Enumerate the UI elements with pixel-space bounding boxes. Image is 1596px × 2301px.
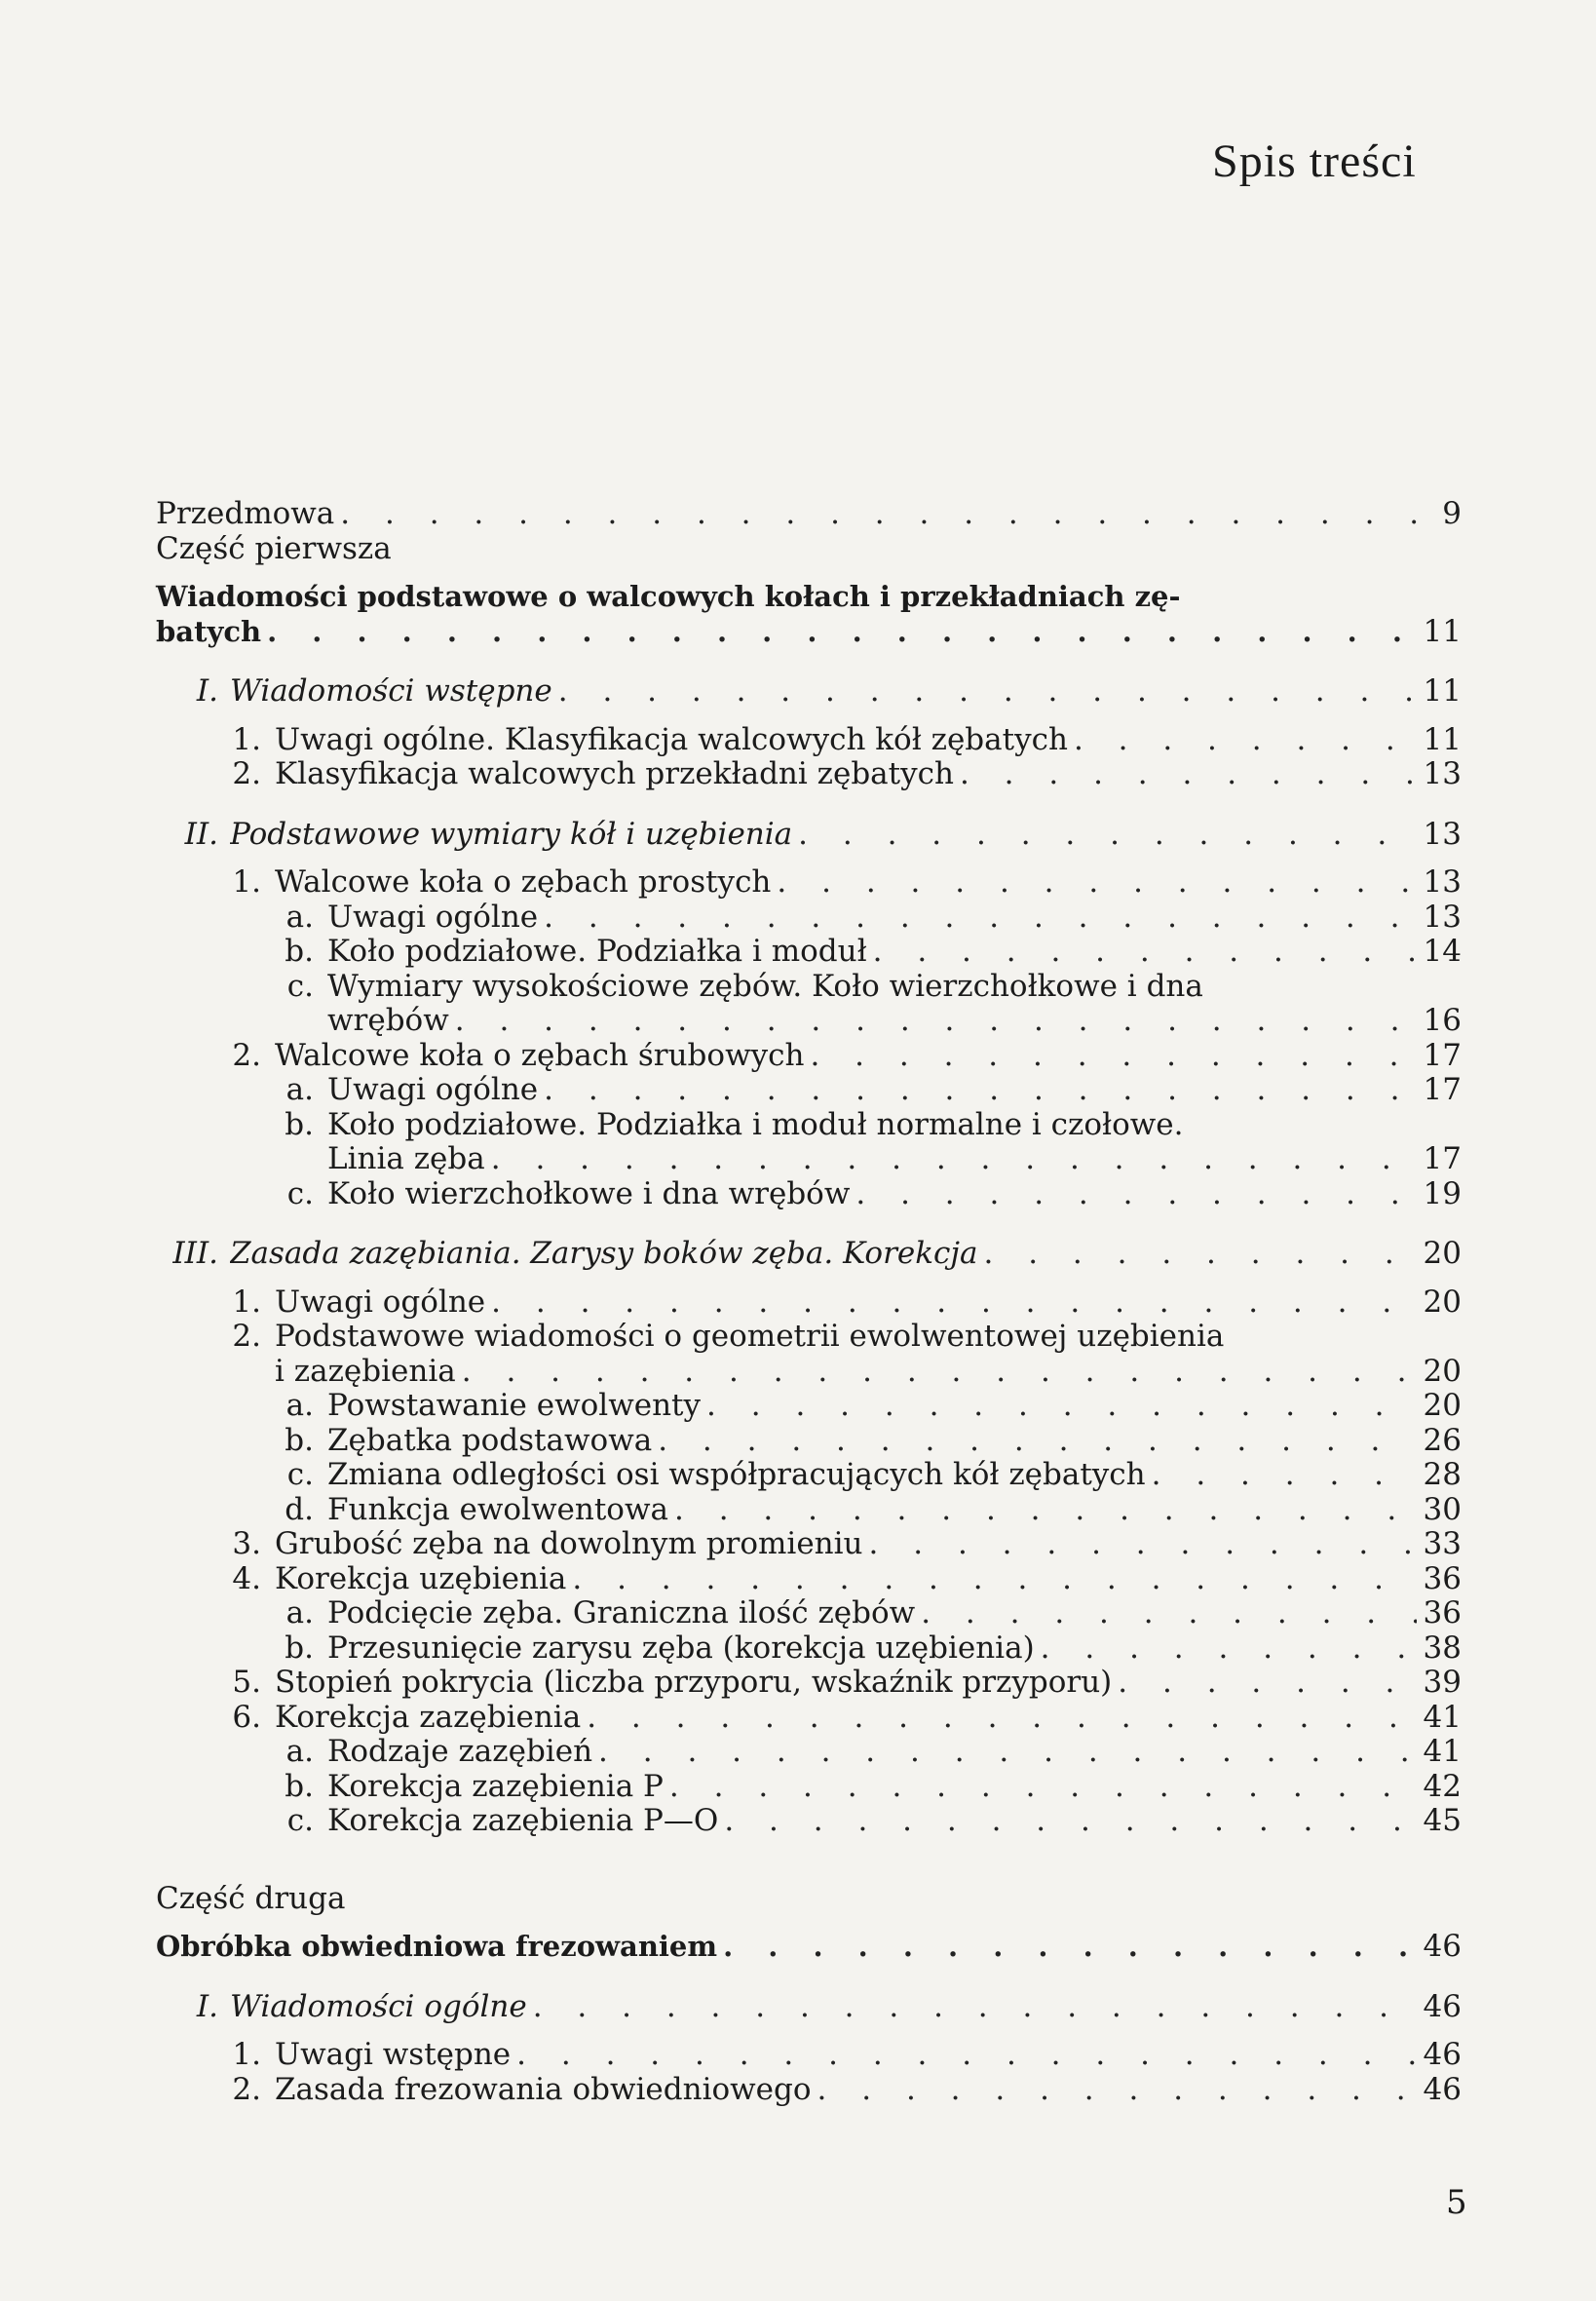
entry-number: 1. — [232, 864, 261, 900]
entry-text: Koło podziałowe. Podziałka i moduł normalne i czołowe. — [327, 1107, 1184, 1142]
toc-subentry — [156, 1596, 1462, 1631]
entry-number: 2. — [232, 1319, 261, 1354]
page-number: 5 — [1446, 2183, 1467, 2222]
leader-dots — [804, 1039, 1417, 1074]
toc-entry-text: Przedmowa — [156, 497, 335, 531]
entry-text: Zmiana odległości osi współpracujących kół zębatych — [327, 1458, 1146, 1492]
toc-subentry — [156, 901, 1462, 936]
toc-entry — [156, 1039, 1462, 1074]
entry-text: Linia zęba — [327, 1142, 485, 1176]
entry-number: b. — [285, 1106, 314, 1142]
toc-entry-page: 26 — [1423, 1422, 1462, 1458]
toc-entry-page: 28 — [1423, 1457, 1462, 1492]
entry-text: Koło podziałowe. Podziałka i moduł — [327, 935, 867, 969]
toc-entry-page: 20 — [1423, 1284, 1462, 1320]
leader-dots — [863, 1527, 1417, 1562]
toc-entry-page: 13 — [1423, 864, 1462, 900]
toc-subentry — [156, 1804, 1462, 1839]
entry-text: wrębów — [327, 1004, 449, 1038]
toc-entry-page: 19 — [1423, 1175, 1462, 1211]
entry-number: a. — [285, 899, 314, 935]
part-title: Wiadomości podstawowe o walcowych kołach i przekładniach zę- — [156, 580, 1181, 613]
entry-number: b. — [285, 934, 314, 969]
toc-entry-page: 11 — [1423, 613, 1462, 649]
toc-entry-page: 39 — [1423, 1665, 1462, 1700]
leader-dots — [1035, 1631, 1417, 1667]
entry-number: c. — [286, 1175, 314, 1211]
entry-number: b. — [285, 1422, 314, 1458]
toc-entry-page: 13 — [1423, 899, 1462, 935]
toc-entry-page: 16 — [1423, 1003, 1462, 1038]
entry-number: 1. — [232, 721, 261, 757]
entry-text: Powstawanie ewolwenty — [327, 1389, 702, 1423]
toc-section — [156, 674, 1462, 709]
entry-text: Wymiary wysokościowe zębów. Koło wierzchołkowe i dna — [327, 969, 1203, 1004]
toc-entry-page: 17 — [1423, 1037, 1462, 1073]
toc-entry-page: 13 — [1423, 816, 1462, 852]
leader-dots — [334, 497, 1417, 532]
leader-dots — [977, 1237, 1417, 1272]
toc-entry-page: 11 — [1423, 673, 1462, 709]
toc-entry-page: 11 — [1423, 721, 1462, 757]
toc-entry — [156, 1930, 1462, 1965]
toc-entry — [156, 2073, 1462, 2108]
toc-entry-page: 36 — [1423, 1595, 1462, 1630]
toc-entry-page: 46 — [1423, 1929, 1462, 1964]
leader-dots — [652, 1424, 1417, 1459]
entry-number: 5. — [232, 1665, 261, 1700]
leader-dots — [566, 1562, 1417, 1597]
toc-subentry — [156, 1424, 1462, 1459]
toc-entry-page: 45 — [1423, 1803, 1462, 1838]
toc-entry-page: 41 — [1423, 1699, 1462, 1735]
toc-section — [156, 1990, 1462, 2025]
entry-number: a. — [285, 1072, 314, 1107]
toc-subentry — [156, 1458, 1462, 1493]
toc-entry — [156, 1527, 1462, 1562]
part-label: Część pierwsza — [156, 530, 392, 566]
toc-entry — [156, 1666, 1462, 1701]
toc-subentry — [156, 1735, 1462, 1770]
toc-entry-page: 13 — [1423, 756, 1462, 791]
toc-entry-page: 46 — [1423, 2071, 1462, 2107]
entry-text: Uwagi ogólne. Klasyfikacja walcowych kół zębatych — [275, 722, 1068, 757]
toc-entry-page: 14 — [1423, 934, 1462, 969]
leader-dots — [527, 1990, 1417, 2025]
toc-entry-page: 36 — [1423, 1560, 1462, 1596]
leader-dots — [867, 935, 1417, 970]
entry-number: a. — [285, 1734, 314, 1769]
toc-subentry-continued — [156, 1004, 1462, 1039]
entry-text: Korekcja zazębienia — [275, 1700, 582, 1735]
leader-dots — [771, 865, 1417, 901]
entry-number: c. — [286, 968, 314, 1004]
entry-number: d. — [285, 1491, 314, 1527]
leader-dots — [850, 1177, 1417, 1212]
entry-number: c. — [286, 1803, 314, 1838]
toc-subentry — [156, 935, 1462, 970]
entry-number: 2. — [232, 1037, 261, 1073]
toc-entry-page: 20 — [1423, 1236, 1462, 1271]
toc-subentry — [156, 1631, 1462, 1667]
entry-text: Korekcja uzębienia — [275, 1561, 567, 1596]
part-title: Obróbka obwiedniowa frezowaniem — [156, 1930, 718, 1963]
leader-dots — [717, 1930, 1417, 1965]
leader-dots — [668, 1493, 1417, 1528]
section-number: II. — [184, 816, 218, 852]
section-number: I. — [196, 1988, 218, 2024]
entry-text: Stopień pokrycia (liczba przyporu, wskaźnik przyporu) — [275, 1666, 1113, 1700]
entry-text: Walcowe koła o zębach śrubowych — [275, 1038, 805, 1073]
entry-text: i zazębienia — [275, 1354, 456, 1389]
toc-entry-page: 41 — [1423, 1734, 1462, 1769]
leader-dots — [538, 1073, 1417, 1108]
section-title: Podstawowe wymiary kół i uzębienia — [230, 817, 793, 852]
toc-entry — [156, 1320, 1462, 1355]
entry-text: Uwagi ogólne — [275, 1285, 486, 1320]
table-of-contents — [156, 497, 1462, 2107]
toc-entry-page: 38 — [1423, 1630, 1462, 1666]
entry-text: Korekcja zazębienia P—O — [327, 1804, 719, 1838]
entry-text: Koło wierzchołkowe i dna wrębów — [327, 1176, 851, 1211]
toc-entry — [156, 497, 1462, 532]
leader-dots — [485, 1285, 1417, 1321]
entry-text: Klasyfikacja walcowych przekładni zębatych — [275, 757, 954, 791]
toc-subentry — [156, 1108, 1462, 1143]
toc-entry-page: 42 — [1423, 1768, 1462, 1804]
toc-entry-page: 30 — [1423, 1491, 1462, 1527]
toc-entry-continued — [156, 1355, 1462, 1390]
section-title: Wiadomości ogólne — [230, 1989, 527, 2024]
toc-subentry — [156, 1770, 1462, 1805]
leader-dots — [954, 757, 1417, 792]
entry-number: a. — [285, 1595, 314, 1630]
toc-entry-page: 33 — [1423, 1526, 1462, 1561]
section-number: III. — [172, 1236, 218, 1271]
leader-dots — [261, 615, 1417, 650]
toc-entry-page: 20 — [1423, 1388, 1462, 1423]
entry-number: c. — [286, 1457, 314, 1492]
leader-dots — [701, 1389, 1417, 1424]
entry-text: Grubość zęba na dowolnym promieniu — [275, 1527, 863, 1561]
entry-number: 1. — [232, 2037, 261, 2072]
leader-dots — [592, 1735, 1417, 1770]
toc-subentry-continued — [156, 1142, 1462, 1177]
section-title: Zasada zazębiania. Zarysy boków zęba. Korekcja — [230, 1237, 978, 1271]
entry-text: Walcowe koła o zębach prostych — [275, 865, 772, 900]
toc-entry — [156, 723, 1462, 758]
entry-text: Uwagi ogólne — [327, 1073, 539, 1107]
entry-number: b. — [285, 1630, 314, 1666]
entry-text: Przesunięcie zarysu zęba (korekcja uzębienia) — [327, 1630, 1035, 1666]
leader-dots — [485, 1142, 1417, 1177]
toc-section — [156, 1237, 1462, 1272]
toc-subentry — [156, 1177, 1462, 1212]
entry-number: a. — [285, 1388, 314, 1423]
entry-number: 1. — [232, 1284, 261, 1320]
entry-number: 4. — [232, 1560, 261, 1596]
leader-dots — [812, 2073, 1417, 2108]
toc-entry — [156, 2038, 1462, 2073]
entry-text: Podstawowe wiadomości o geometrii ewolwentowej uzębienia — [275, 1320, 1225, 1354]
leader-dots — [1068, 723, 1417, 758]
entry-text: Podcięcie zęba. Graniczna ilość zębów — [327, 1596, 916, 1630]
toc-subentry — [156, 1389, 1462, 1424]
leader-dots — [1146, 1458, 1417, 1493]
leader-dots — [664, 1770, 1417, 1805]
toc-entry — [156, 865, 1462, 901]
page-title: Spis treści — [1212, 135, 1417, 187]
toc-entry-page: 46 — [1423, 2037, 1462, 2072]
leader-dots — [1112, 1666, 1417, 1701]
toc-entry — [156, 1285, 1462, 1321]
part-title-continued: batych — [156, 614, 262, 648]
toc-subentry — [156, 1073, 1462, 1108]
leader-dots — [538, 901, 1417, 936]
toc-entry-page: 17 — [1423, 1072, 1462, 1107]
leader-dots — [449, 1004, 1417, 1039]
entry-number: 3. — [232, 1526, 261, 1561]
toc-entry — [156, 615, 1462, 650]
leader-dots — [456, 1355, 1417, 1390]
toc-entry — [156, 1701, 1462, 1736]
toc-entry-page: 17 — [1423, 1141, 1462, 1176]
leader-dots — [792, 818, 1417, 853]
entry-text: Zębatka podstawowa — [327, 1423, 653, 1458]
entry-number: b. — [285, 1768, 314, 1804]
toc-entry — [156, 1562, 1462, 1597]
leader-dots — [581, 1701, 1417, 1736]
entry-text: Funkcja ewolwentowa — [327, 1492, 668, 1527]
toc-entry-page: 20 — [1423, 1353, 1462, 1389]
toc-section — [156, 818, 1462, 853]
toc-entry — [156, 757, 1462, 792]
entry-number: 2. — [232, 756, 261, 791]
entry-number: 6. — [232, 1699, 261, 1735]
entry-text: Zasada frezowania obwiedniowego — [275, 2072, 812, 2107]
section-title: Wiadomości wstępne — [230, 674, 552, 709]
leader-dots — [511, 2038, 1417, 2073]
entry-text: Uwagi ogólne — [327, 900, 539, 935]
leader-dots — [915, 1596, 1417, 1631]
leader-dots — [718, 1804, 1417, 1839]
toc-subentry — [156, 1493, 1462, 1528]
entry-number: 2. — [232, 2071, 261, 2107]
part-label: Część druga — [156, 1880, 346, 1916]
section-number: I. — [196, 673, 218, 709]
toc-entry-page: 9 — [1442, 496, 1462, 531]
entry-text: Korekcja zazębienia P — [327, 1769, 664, 1804]
leader-dots — [552, 674, 1417, 709]
toc-entry-page: 46 — [1423, 1988, 1462, 2024]
toc-subentry — [156, 970, 1462, 1005]
entry-text: Rodzaje zazębień — [327, 1735, 593, 1769]
entry-text: Uwagi wstępne — [275, 2038, 512, 2072]
